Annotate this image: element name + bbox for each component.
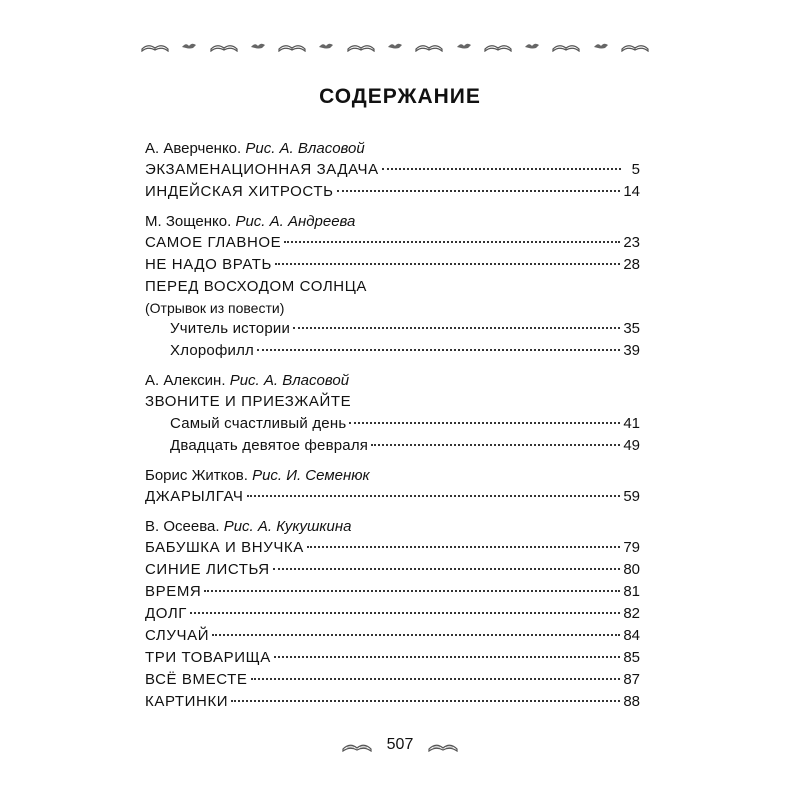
entry-title: СИНИЕ ЛИСТЬЯ: [145, 561, 270, 578]
entry-page: 59: [623, 488, 640, 505]
toc-section-aleksin: [145, 371, 640, 457]
bird-icon: [524, 40, 540, 50]
entry-page: 84: [623, 627, 640, 644]
group-title: ПЕРЕД ВОСХОДОМ СОЛНЦА: [145, 278, 367, 295]
author-line: [145, 466, 640, 486]
dot-leader: [273, 568, 621, 570]
entry-page: 5: [631, 161, 640, 178]
bird-icon: [250, 40, 266, 50]
entry-title: ЭКЗАМЕНАЦИОННАЯ ЗАДАЧА: [145, 161, 379, 178]
entry-title: Двадцать девятое февраля: [170, 437, 369, 454]
toc-section-zhitkov: [145, 466, 640, 508]
open-book-icon: [341, 738, 373, 752]
author-name: Борис Житков.: [145, 467, 248, 484]
dot-leader: [307, 546, 620, 548]
entry-title: Учитель истории: [170, 320, 291, 337]
toc-section-zoshchenko: [145, 212, 640, 362]
dot-leader: [204, 590, 620, 592]
toc-entry[interactable]: [145, 254, 640, 276]
entry-title: БАБУШКА И ВНУЧКА: [145, 539, 304, 556]
dot-leader: [257, 349, 620, 351]
bird-icon: [456, 40, 472, 50]
author-line: [145, 371, 640, 391]
table-of-contents: [145, 139, 640, 722]
dot-leader: [251, 678, 621, 680]
entry-page: 87: [623, 671, 640, 688]
open-book-icon: [427, 738, 459, 752]
toc-entry[interactable]: [145, 232, 640, 254]
entry-title: ДОЛГ: [145, 605, 188, 622]
entry-page: 23: [623, 234, 640, 251]
dot-leader: [212, 634, 620, 636]
entry-page: 35: [623, 320, 640, 337]
dot-leader: [349, 422, 620, 424]
entry-page: 41: [623, 415, 640, 432]
dot-leader: [247, 495, 621, 497]
entry-title: ВСЁ ВМЕСТЕ: [145, 671, 248, 688]
illustrator-credit: Рис. А. Кукушкина: [223, 518, 352, 535]
toc-entry[interactable]: [145, 559, 640, 581]
open-book-icon: [414, 38, 444, 52]
page-title: СОДЕРЖАНИЕ: [319, 85, 481, 108]
author-line: [145, 212, 640, 232]
toc-section-averchenko: [145, 139, 640, 203]
open-book-icon: [483, 38, 513, 52]
toc-entry[interactable]: [145, 669, 640, 691]
toc-entry[interactable]: [145, 581, 640, 603]
toc-sub-entry[interactable]: [145, 435, 640, 457]
dot-leader: [274, 656, 620, 658]
dot-leader: [275, 263, 620, 265]
toc-group-title: [145, 276, 640, 298]
page-footer: [0, 736, 800, 754]
group-title: ЗВОНИТЕ И ПРИЕЗЖАЙТЕ: [145, 393, 352, 410]
toc-entry[interactable]: [145, 647, 640, 669]
open-book-icon: [551, 38, 581, 52]
toc-entry[interactable]: [145, 159, 640, 181]
entry-page: 49: [623, 437, 640, 454]
dot-leader: [231, 700, 620, 702]
author-line: [145, 517, 640, 537]
author-name: М. Зощенко.: [145, 213, 232, 230]
entry-title: НЕ НАДО ВРАТЬ: [145, 256, 272, 273]
entry-title: КАРТИНКИ: [145, 693, 229, 710]
toc-entry[interactable]: [145, 625, 640, 647]
entry-page: 80: [623, 561, 640, 578]
dot-leader: [382, 168, 621, 170]
toc-entry[interactable]: [145, 181, 640, 203]
entry-title: СЛУЧАЙ: [145, 627, 210, 644]
page-number: 507: [386, 736, 414, 753]
toc-entry[interactable]: [145, 603, 640, 625]
author-name: А. Алексин.: [145, 372, 226, 389]
dot-leader: [371, 444, 620, 446]
toc-group-title: [145, 391, 640, 413]
entry-page: 85: [623, 649, 640, 666]
dot-leader: [293, 327, 620, 329]
open-book-icon: [277, 38, 307, 52]
toc-sub-entry[interactable]: [145, 340, 640, 362]
author-name: А. Аверченко.: [145, 140, 242, 157]
bird-icon: [387, 40, 403, 50]
bird-icon: [181, 40, 197, 50]
entry-title: ДЖАРЫЛГАЧ: [145, 488, 244, 505]
entry-page: 28: [623, 256, 640, 273]
toc-entry[interactable]: [145, 537, 640, 559]
author-line: [145, 139, 640, 159]
bird-icon: [318, 40, 334, 50]
open-book-icon: [346, 38, 376, 52]
entry-title: САМОЕ ГЛАВНОЕ: [145, 234, 282, 251]
toc-sub-entry[interactable]: [145, 318, 640, 340]
toc-section-oseeva: [145, 517, 640, 713]
toc-sub-entry[interactable]: [145, 413, 640, 435]
bird-icon: [593, 40, 609, 50]
entry-title: Хлорофилл: [170, 342, 254, 359]
open-book-icon: [209, 38, 239, 52]
dot-leader: [337, 190, 621, 192]
dot-leader: [284, 241, 620, 243]
illustrator-credit: Рис. А. Андреева: [235, 213, 356, 230]
entry-page: 39: [623, 342, 640, 359]
entry-page: 81: [623, 583, 640, 600]
toc-entry[interactable]: [145, 486, 640, 508]
open-book-icon: [620, 38, 650, 52]
dot-leader: [190, 612, 620, 614]
open-book-icon: [140, 38, 170, 52]
entry-page: 14: [623, 183, 640, 200]
header-ornament: [140, 36, 650, 54]
entry-title: Самый счастливый день: [170, 415, 347, 432]
entry-title: ВРЕМЯ: [145, 583, 202, 600]
toc-entry[interactable]: [145, 691, 640, 713]
illustrator-credit: Рис. А. Власовой: [245, 140, 365, 157]
illustrator-credit: Рис. А. Власовой: [229, 372, 350, 389]
entry-page: 88: [623, 693, 640, 710]
entry-page: 82: [623, 605, 640, 622]
group-note: (Отрывок из повести): [145, 300, 285, 316]
entry-page: 79: [623, 539, 640, 556]
author-name: В. Осеева.: [145, 518, 220, 535]
illustrator-credit: Рис. И. Семенюк: [252, 467, 370, 484]
entry-title: ИНДЕЙСКАЯ ХИТРОСТЬ: [145, 183, 334, 200]
entry-title: ТРИ ТОВАРИЩА: [145, 649, 271, 666]
